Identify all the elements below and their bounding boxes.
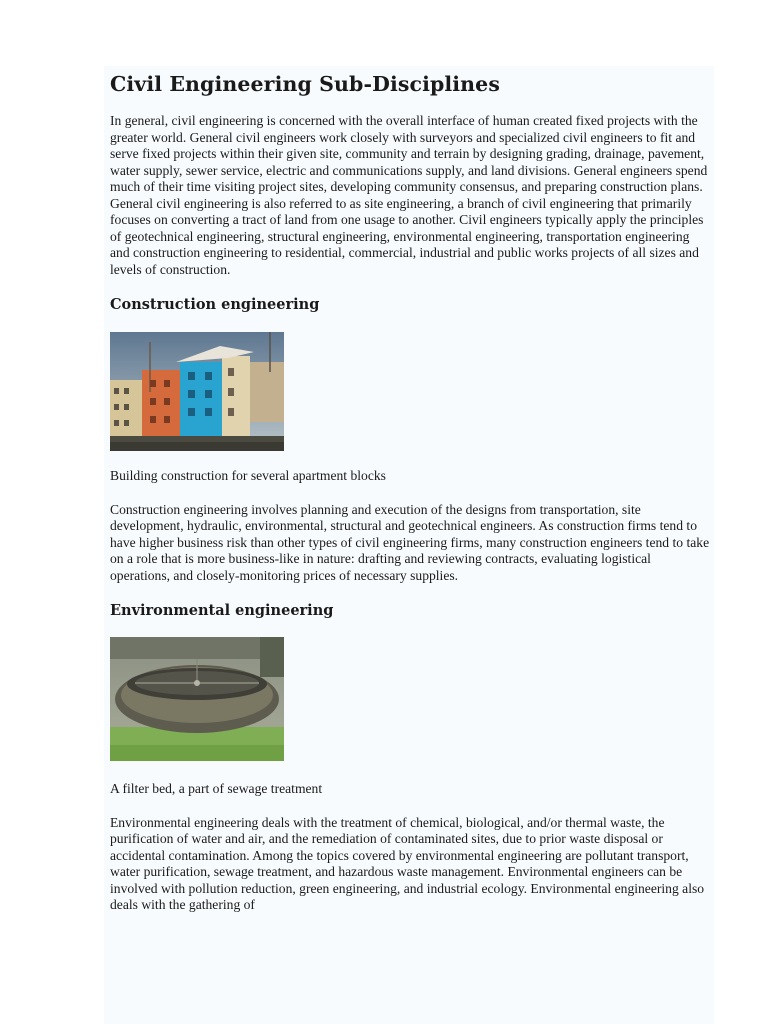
construction-photo — [110, 332, 284, 451]
section-heading-construction: Construction engineering — [110, 296, 320, 313]
construction-caption: Building construction for several apartment blocks — [110, 468, 386, 483]
intro-paragraph: In general, civil engineering is concerned with the overall interface of human created fixed projects with the greater world. General civil engineers work closely with surveyors and specialized civil engineers to fit and serve fixed projects within their given site, community and terrain by designing grading, drainage, pavement, water supply, sewer service, electric and communications supply, and land divisions. General engineers spend much of their time visiting project sites, developing community consensus, and preparing construction plans. General civil engineering is also referred to as site engineering, a branch of civil engineering that primarily focuses on converting a tract of land from one usage to another. Civil engineers typically apply the principles of geotechnical engineering, structural engineering, environmental engineering, transportation engineering and construction engineering to residential, commercial, industrial and public works projects of all sizes and levels of construction. — [110, 113, 708, 277]
filter-bed-caption: A filter bed, a part of sewage treatment — [110, 781, 323, 796]
filter-bed-photo — [110, 637, 284, 761]
section-heading-environmental: Environmental engineering — [110, 602, 334, 619]
page-title: Civil Engineering Sub-Disciplines — [110, 72, 500, 96]
construction-paragraph: Construction engineering involves planning and execution of the designs from transportation, site development, hydraulic, environmental, structural and geotechnical engineers. As construction firms tend to have higher business risk than other types of civil engineering firms, many construction engineers tend to take on a role that is more business-like in nature: drafting and reviewing contracts, evaluating logistical operations, and closely-monitoring prices of necessary supplies. — [110, 501, 710, 583]
environmental-paragraph: Environmental engineering deals with the treatment of chemical, biological, and/or thermal waste, the purification of water and air, and the remediation of contaminated sites, due to prior waste disposal or accidental contamination. Among the topics covered by environmental engineering are pollutant transport, water purification, sewage treatment, and hazardous waste management. Environmental engineers can be involved with pollution reduction, green engineering, and industrial ecology. Environmental engineering also deals with the gathering of — [110, 814, 705, 912]
document-content — [110, 66, 710, 914]
